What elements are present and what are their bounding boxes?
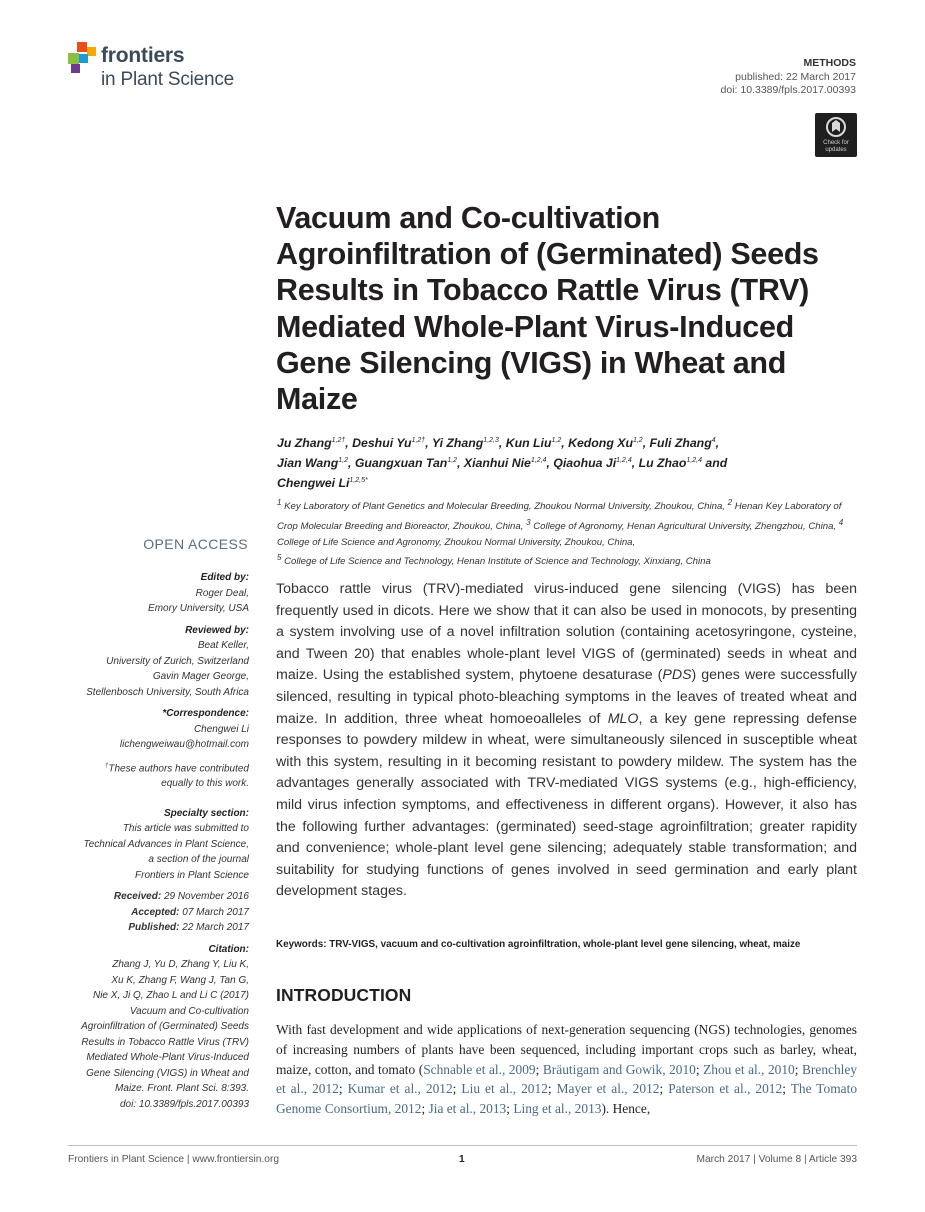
citation-link[interactable]: Brenchley et al., 2012 (276, 1061, 858, 1097)
reviewer-affil: Stellenbosch University, South Africa (86, 686, 249, 698)
journal-name-secondary: in Plant Science (101, 69, 235, 90)
abstract-text: Tobacco rattle virus (TRV)-mediated virus-induced gene silencing (VIGS) has been frequently used in dicots. Here we show that it can also be used in monocots, by presenting a system involving use of a novel infiltration solution (containing acetosyringone, cysteine, and Tween 20) that enables whole-plant level VIGS of (germinated) seeds in wheat and maize. Using the established system, phytoene desaturase ( (276, 581, 857, 684)
author-affil-sup: 1,2,5* (349, 477, 368, 485)
received-label: Received: (113, 891, 162, 903)
equal-contrib-note: These authors have contributed (108, 762, 249, 774)
author-name[interactable]: Qiaohua Ji (553, 456, 617, 471)
affiliation: College of Agronomy, Henan Agricultural University, Zhengzhou, China, (533, 520, 837, 532)
footer-issue-info: March 2017 | Volume 8 | Article 393 (696, 1154, 857, 1165)
citation-link[interactable]: Paterson et al., 2012 (668, 1081, 783, 1097)
author-affil-sup: 1,2,3 (483, 437, 499, 444)
citation-line: Mediated Whole-Plant Virus-Induced (86, 1052, 249, 1064)
citation-link[interactable]: Bräutigam and Gowik, 2010 (542, 1061, 696, 1077)
accepted-date: 07 March 2017 (182, 906, 249, 918)
specialty-text: Frontiers in Plant Science (135, 869, 249, 881)
editor-name[interactable]: Roger Deal, (195, 587, 249, 599)
frontiers-logo-icon (68, 42, 98, 76)
edited-by-label: Edited by: (200, 572, 249, 583)
author-name[interactable]: Xianhui Nie (463, 456, 531, 471)
citation-link[interactable]: Jia et al., 2013 (428, 1101, 507, 1117)
keywords: Keywords: TRV-VIGS, vacuum and co-cultivation agroinfiltration, whole-plant level gene silencing, wheat, maize (276, 939, 801, 950)
editor-affil: Emory University, USA (148, 603, 249, 614)
affil-num: 4 (838, 517, 844, 527)
author-affil-sup: 1,2,4 (616, 457, 632, 465)
specialty-text: a section of the journal (148, 854, 249, 866)
check-updates-label: Check for updates (823, 140, 849, 153)
article-title: Vacuum and Co-cultivation Agroinfiltration of (Germinated) Seeds Results in Tobacco Rattle Virus (TRV) Mediated Whole-Plant Virus-Induced Gene Silencing (VIGS) in Wheat and Maize (276, 201, 819, 417)
affiliation: College of Life Science and Technology, Henan Institute of Science and Technology, Xinxiang, China (284, 556, 711, 568)
author-list: Ju Zhang$^{1,2\dagger}$, Deshui $Yu^{1,2\dagger}$, Yi Zhang$^{1,2,3}$, Kun Liu$^{1,2}$, Kedong Xu$^{1,2}$, Fuli Zhang$^4$, Jian Wang$^{1,2}$, Guangxuan Tan$^{1,2}$, Xianhui Nie$^{1,2,4}$, Qiaohua Ji$^{1,2,4}$, Lu Zhao$^{1,2,4}$ and Chengwei $Li^{1,2,5*}$ (277, 436, 728, 491)
specialty-label: Specialty section: (163, 807, 249, 819)
page-number: 1 (459, 1154, 465, 1165)
citation-doi[interactable]: doi: 10.3389/fpls.2017.00393 (120, 1098, 249, 1110)
correspondence-name: Chengwei Li (193, 723, 249, 735)
reviewed-by-label: Reviewed by: (185, 624, 249, 636)
author-affil-sup: 4 (711, 437, 716, 444)
citation-link[interactable]: Ling et al., 2013 (513, 1101, 602, 1117)
author-affil-sup: 1,2 (632, 437, 643, 444)
author-affil-sup: 1,2† (411, 437, 426, 444)
check-for-updates-badge[interactable] (815, 113, 857, 157)
author-name[interactable]: Deshui Yu (352, 436, 412, 451)
dagger-mark: † (105, 762, 109, 769)
reviewer-affil: University of Zurich, Switzerland (106, 655, 249, 667)
author-name[interactable]: Yi Zhang (431, 436, 484, 451)
check-updates-icon (825, 116, 847, 138)
published-date-sidebar: 22 March 2017 (182, 922, 249, 934)
citation-link[interactable]: The Tomato Genome Consortium, 2012 (276, 1081, 858, 1117)
section-heading-introduction: INTRODUCTION (276, 985, 412, 1005)
author-name[interactable]: Chengwei Li (277, 476, 350, 491)
citation-line: Gene Silencing (VIGS) in Wheat and (86, 1067, 249, 1079)
citation-link[interactable]: Kumar et al., 2012 (347, 1081, 453, 1097)
intro-text: With fast development and wide applications of next-generation sequencing (NGS) technologies, genomes of increasing numbers of plants have been sequenced, including important crops such as barley, wheat, maize, cotton, and tomato ( (276, 1022, 857, 1077)
citation-link[interactable]: Liu et al., 2012 (461, 1081, 548, 1097)
author-affil-sup: 1,2,4 (530, 457, 547, 465)
equal-contrib-note: equally to this work. (161, 778, 249, 790)
article-meta (721, 57, 856, 98)
affiliation: Henan Key Laboratory of Crop Molecular Breeding and Bioreactor, Zhoukou, China, (277, 501, 842, 532)
received-date: 29 November 2016 (163, 891, 249, 903)
author-affil-sup: 1,2 (447, 457, 458, 465)
correspondence-email[interactable]: lichengweiwau@hotmail.com (119, 739, 249, 750)
affil-num: 2 (727, 498, 733, 507)
footer-divider (68, 1145, 857, 1146)
citation-line: Vacuum and Co-cultivation (129, 1005, 249, 1017)
affil-num: 3 (526, 517, 531, 527)
intro-text: ). Hence, (601, 1101, 651, 1117)
footer-journal-link[interactable]: Frontiers in Plant Science | www.frontiersin.org (68, 1154, 280, 1165)
open-access-label: OPEN ACCESS (143, 536, 248, 552)
affiliation: College of Life Science and Agronomy, Zhoukou Normal University, Zhoukou, China, (277, 536, 636, 548)
abstract (276, 579, 857, 903)
author-name[interactable]: Fuli Zhang (649, 436, 712, 451)
affil-num: 1 (277, 498, 282, 507)
citation-link[interactable]: Mayer et al., 2012 (556, 1081, 660, 1097)
affiliation: Key Laboratory of Plant Genetics and Molecular Breeding, Zhoukou Normal University, Zhoukou, China, (284, 501, 725, 513)
reviewer-name[interactable]: Beat Keller, (197, 640, 249, 651)
doi-link[interactable]: doi: 10.3389/fpls.2017.00393 (720, 84, 856, 96)
introduction-paragraph: With fast development and wide applications of next-generation sequencing (NGS) technologies, genomes of increasing numbers of plants have been sequenced, including important crops such as barley, wheat, maize, cotton, and tomato (Schnable et al., 2009; Bräutigam and Gowik, 2010; Zhou et al., 2010; Brenchley et al., 2012; Kumar et al., 2012; Liu et al., 2012; Mayer et al., 2012; Paterson et al., 2012; The Tomato Genome Consortium, 2012; Jia et al., 2013; Ling et al., 2013). Hence, (276, 1022, 858, 1117)
published-date: published: 22 March 2017 (735, 70, 856, 83)
citation-line: Results in Tobacco Rattle Virus (TRV) (81, 1036, 249, 1048)
gene-name-mlo: MLO (607, 710, 639, 727)
citation-line: Maize. Front. Plant Sci. 8:393. (115, 1083, 249, 1095)
author-name[interactable]: Ju Zhang (277, 436, 332, 451)
affil-num: 5 (277, 553, 282, 563)
citation-line: Nie X, Ji Q, Zhao L and Li C (2017) (92, 990, 249, 1002)
journal-name-primary: frontiers (101, 44, 185, 67)
citation-line: Zhang J, Yu D, Zhang Y, Liu K, (112, 959, 249, 971)
citation-link[interactable]: Schnable et al., 2009 (423, 1061, 536, 1077)
abstract-text: , a key gene repressing defense responses to powdery mildew in wheat, were simultaneously silenced in susceptible wheat with this system, resulting in it becoming resistant to powdery mildew. The system has the advantages generally associated with TRV-mediated VIGS systems (e.g., high-efficiency, mild virus infection symptoms, and effectiveness in different organs). However, it also has the following further advantages: (germinated) seed-stage agroinfiltration; greater rapidity and convenience; whole-plant level gene silencing; adequately stable transformation; and suitability for studying functions of genes involved in seed germination and early plant development stages. (276, 710, 857, 900)
affiliations (277, 495, 857, 570)
author-name[interactable]: Guangxuan Tan (354, 456, 448, 471)
author-affil-sup: 1,2† (331, 437, 346, 444)
citation-label: Citation: (208, 943, 249, 955)
citation-link[interactable]: Zhou et al., 2010 (703, 1061, 795, 1077)
citation-line: Agroinfiltration of (Germinated) Seeds (81, 1021, 249, 1033)
journal-logo[interactable] (68, 42, 268, 94)
published-label: Published: (128, 922, 180, 934)
correspondence-label: *Correspondence: (162, 708, 249, 719)
specialty-text: This article was submitted to (122, 823, 249, 835)
abstract-text: ) genes were successfully silenced, resulting in typical photo-bleaching symptoms in the leaves of treated wheat and maize. In addition, three wheat homoeoalleles of (276, 667, 858, 727)
reviewer-name[interactable]: Gavin Mager George, (152, 671, 249, 682)
author-affil-sup: 1,2 (338, 457, 349, 465)
author-affil-sup: 1,2 (551, 437, 562, 444)
author-name[interactable]: Kedong Xu (568, 436, 633, 451)
article-type: METHODS (803, 57, 856, 69)
gene-name-pds: PDS (662, 667, 692, 684)
accepted-label: Accepted: (131, 906, 180, 918)
specialty-text: Technical Advances in Plant Science, (83, 838, 249, 850)
author-affil-sup: 1,2,4 (686, 457, 702, 465)
author-name[interactable]: Lu Zhao (638, 456, 687, 471)
citation-line: Xu K, Zhang F, Wang J, Tan G, (111, 974, 249, 986)
author-name[interactable]: Kun Liu (505, 436, 552, 451)
author-name[interactable]: Jian Wang (277, 456, 339, 471)
article-info-sidebar (60, 570, 249, 1118)
